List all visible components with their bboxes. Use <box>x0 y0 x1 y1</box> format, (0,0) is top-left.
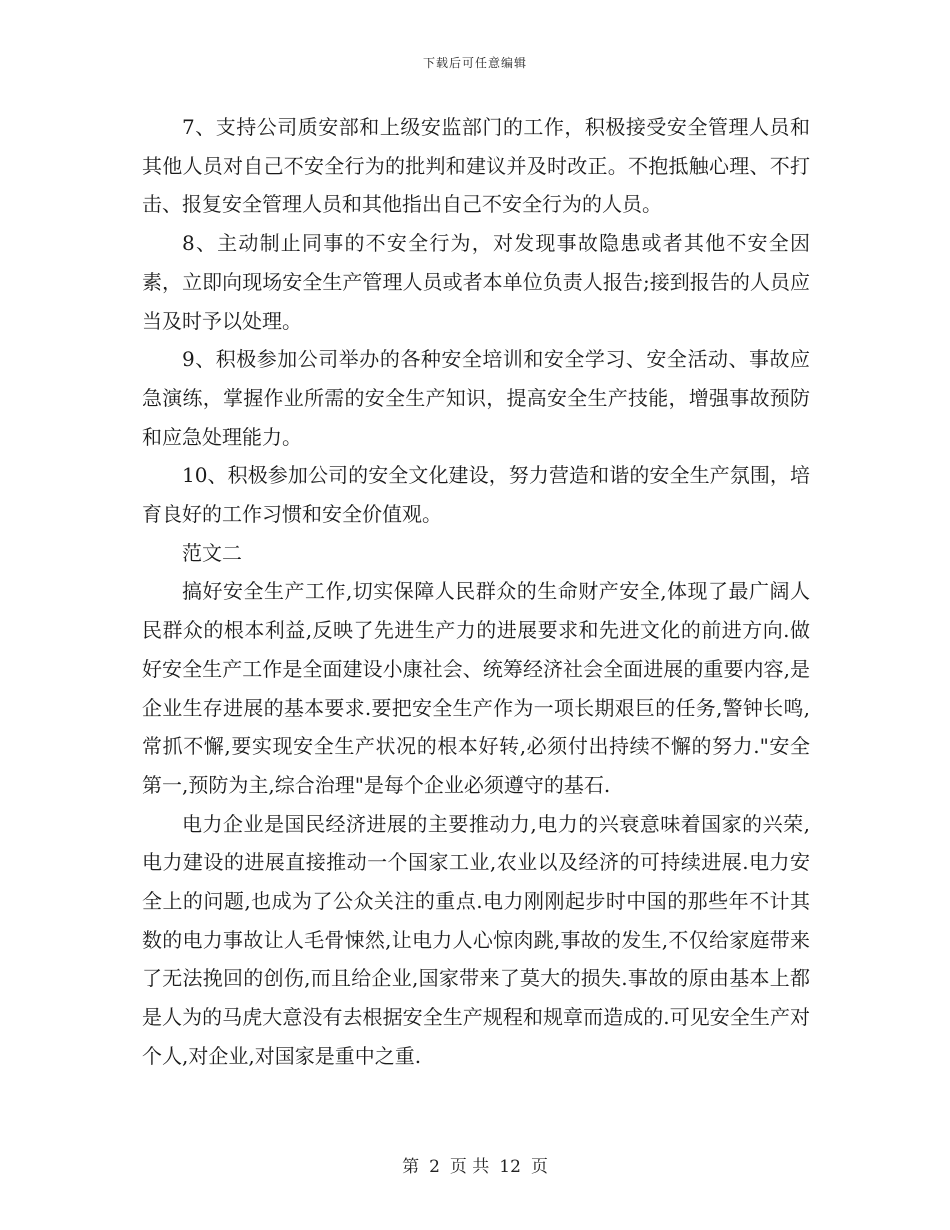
page-header: 下载后可任意编辑 <box>422 56 527 70</box>
paragraph-item-10: 10、积极参加公司的安全文化建设，努力营造和谐的安全生产氛围，培育良好的工作习惯和安全价值观。 <box>142 463 810 527</box>
paragraph-item-9: 9、积极参加公司举办的各种安全培训和安全学习、安全活动、事故应急演练，掌握作业所需的安全生产知识，提高安全生产技能，增强事故预防和应急处理能力。 <box>142 347 810 449</box>
paragraph-item-7: 7、支持公司质安部和上级安监部门的工作，积极接受安全管理人员和其他人员对自己不安全行为的批判和建议并及时改正。不抱抵触心理、不打击、报复安全管理人员和其他指出自己不安全行为的人员。 <box>142 115 810 217</box>
footer-page-number: 2 <box>429 1157 440 1177</box>
footer-total-pages: 12 <box>499 1157 521 1177</box>
paragraph-power-enterprise: 电力企业是国民经济进展的主要推动力,电力的兴衰意味着国家的兴荣,电力建设的进展直接推动一个国家工业,农业以及经济的可持续进展.电力安全上的问题,也成为了公众关注的重点.电力刚刚起步时中国的那些年不计其数的电力事故让人毛骨悚然,让电力人心惊肉跳,事故的发生,不仅给家庭带来了无法挽回的创伤,而且给企业,国家带来了莫大的损失.事故的原由基本上都是人为的马虎大意没有去根据安全生产规程和规章而造成的.可见安全生产对个人,对企业,对国家是重中之重. <box>142 811 810 1068</box>
section-heading: 范文二 <box>182 540 242 565</box>
paragraph-safety-production: 搞好安全生产工作,切实保障人民群众的生命财产安全,体现了最广阔人民群众的根本利益,反映了先进生产力的进展要求和先进文化的前进方向.做好安全生产工作是全面建设小康社会、统筹经济社会全面进展的重要内容,是企业生存进展的基本要求.要把安全生产作为一项长期艰巨的任务,警钟长鸣,常抓不懈,要实现安全生产状况的根本好转,必须付出持续不懈的努力."安全第一,预防为主,综合治理"是每个企业必须遵守的基石. <box>142 579 810 797</box>
footer-suffix: 页 <box>530 1157 548 1177</box>
paragraph-item-8: 8、主动制止同事的不安全行为，对发现事故隐患或者其他不安全因素，立即向现场安全生产管理人员或者本单位负责人报告;接到报告的人员应当及时予以处理。 <box>142 231 810 333</box>
page-footer <box>0 1152 950 1177</box>
footer-prefix: 第 <box>402 1157 420 1177</box>
document-body <box>142 108 810 1076</box>
footer-middle: 页 共 <box>449 1157 490 1177</box>
